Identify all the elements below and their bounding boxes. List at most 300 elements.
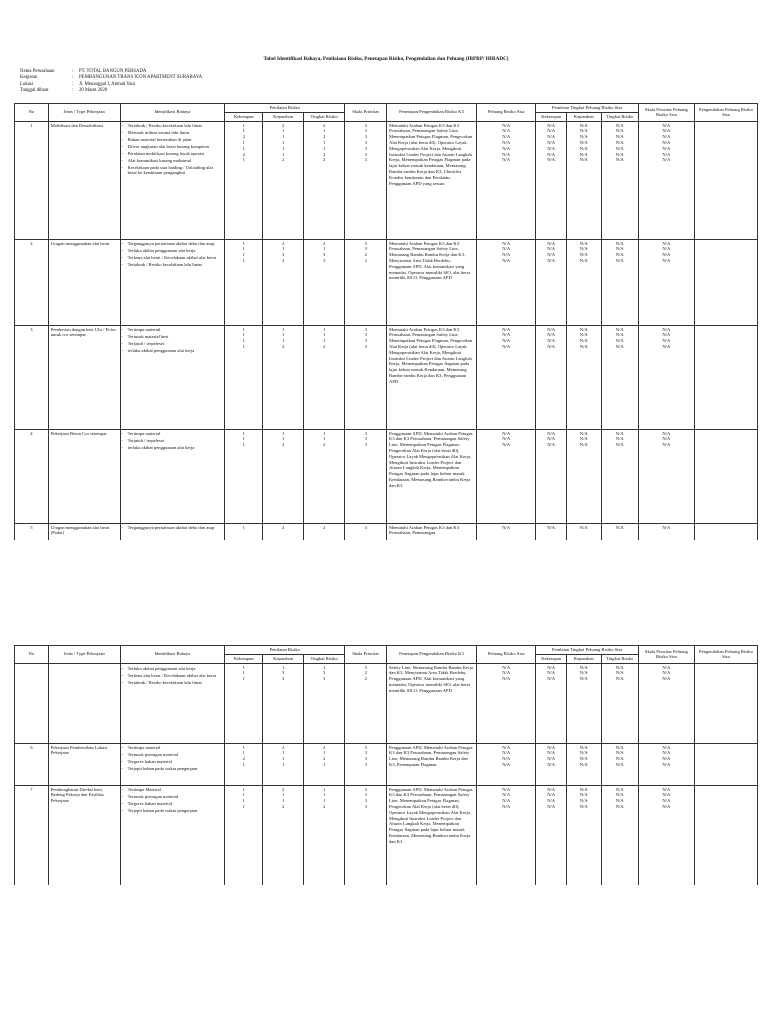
cell-keparahan-sisa (566, 523, 601, 540)
header-jenis-pekerjaan: Jenis / Type Pekerjaan (48, 104, 120, 122)
value: 1 (281, 436, 285, 442)
cell-keparahan-sisa (566, 121, 601, 239)
value: N/A (615, 139, 624, 145)
cell-tingkat-risiko (303, 325, 345, 429)
hazard-item: - Tergores bahan material (123, 759, 223, 765)
value: 3 (364, 756, 367, 762)
value: 1 (322, 436, 326, 442)
value: 3 (322, 257, 326, 263)
cell-kekerapan-sisa-values (538, 241, 563, 264)
value: N/A (502, 246, 511, 252)
meta-colon: : (72, 81, 74, 87)
cell-tingkat-risiko-sisa-values (604, 665, 636, 682)
value: N/A (579, 246, 588, 252)
cell-skala-prioritas-values (347, 745, 384, 768)
cell-peluang-risiko-sisa (476, 663, 536, 743)
value: 2 (242, 151, 245, 157)
value: 2 (281, 442, 285, 448)
value: N/A (615, 676, 624, 682)
value: N/A (547, 442, 556, 448)
header-keparahan: Keparahan (263, 112, 303, 121)
value: N/A (662, 332, 671, 338)
cell-keparahan-sisa-values (569, 241, 599, 264)
meta-label: Tanggal dibuat (20, 87, 49, 93)
header-skala-prioritas: Skala Prioritas (345, 646, 387, 664)
hazard-item: - Tertusuk potongan material (123, 794, 223, 800)
value: N/A (547, 792, 556, 798)
hazard-item: - Alat komunikasi kurang maksimal (123, 158, 223, 164)
value: 2 (364, 252, 367, 258)
value: 1 (281, 139, 285, 145)
value: 1 (281, 338, 285, 344)
cell-kekerapan (225, 523, 263, 540)
cell-peluang-risiko-sisa (476, 743, 536, 785)
value: 1 (242, 145, 245, 151)
cell-skala-prioritas-sisa-values (641, 327, 692, 350)
cell-kekerapan-sisa (536, 523, 566, 540)
cell-penetapan-pengendalian: Safety Line, Memasang Rambu Rambu Kerja dan K3, Menyiramai Area Tidak Berdebu, Penggunaan APD, Alat komunikasi yang memadai, Operator memiliki SIO, alat berat memiliki SILO, Penggunaan APD (387, 663, 477, 743)
cell-skala-prioritas-sisa (638, 785, 694, 885)
header-kekerapan: Kekerapan (225, 654, 263, 663)
cell-pengendalian-sisa (694, 325, 757, 429)
hazard-item: - terluka akibat penggunaan alat kerja (123, 445, 223, 451)
value: 1 (281, 145, 285, 151)
document-page-2 (14, 645, 758, 885)
cell-kekerapan-values (227, 431, 260, 448)
cell-peluang-risiko-sisa-values (479, 327, 534, 350)
value: N/A (547, 332, 556, 338)
value: 2 (242, 756, 245, 762)
cell-kekerapan-sisa-values (538, 431, 563, 448)
document-title: Tabel Identifikasi Bahaya, Penilaiana Risiko, Penetapan Risiko, Pengendalian dan Peluang (IBPRP/ HIRADC) (263, 56, 509, 62)
cell-penetapan-pengendalian: Mematuhi Arahan Petugas K3 dan K3 Perusahaan, Pemasangan Safety Line, Menempatkan Petugas Flagman, Pengecekan Alat Kerja (alat berat dll), Operator Layak Mengoperasikan Alat Kerja, Mengikuti Instruksi Leader Project dan Aturan Langkah Kerja, Menempatkan Petugas Flagman pada lajur keluar masuk kendaraan, Memasang Rambu-rambu Kerja dan K3, Checklist Kondisi kendaraan dan Peralatan, Penggunaan APD yang sesuai. (387, 121, 477, 239)
cell-kekerapan-sisa (536, 743, 566, 785)
cell-skala-prioritas-values (347, 327, 384, 350)
value: N/A (502, 128, 511, 134)
hazard-item: - Terjatuh / terpeleset (123, 438, 223, 444)
cell-jenis-pekerjaan: Pembesian dengan besi Ulir / Polos untuk cor setempat (48, 325, 120, 429)
value: N/A (547, 326, 556, 332)
hazard-item: - Terluka akibat penggunaan alat kerja (123, 666, 223, 672)
value: N/A (662, 803, 671, 809)
value: N/A (662, 676, 671, 682)
value: N/A (662, 151, 671, 157)
meta-row (20, 88, 202, 94)
value: N/A (615, 436, 624, 442)
cell-penetapan-pengendalian: Mematuhi Arahan Petugas K3 dan K3 Perusahaan, Pemasangan (387, 523, 477, 540)
value: 2 (322, 803, 326, 809)
value: 1 (322, 792, 326, 798)
table-row (15, 429, 758, 523)
value: 2 (242, 134, 245, 140)
table-row (15, 121, 758, 239)
cell-no: 2 (15, 239, 49, 325)
value: 2 (322, 744, 326, 750)
value: N/A (662, 326, 671, 332)
cell-kekerapan-sisa (536, 121, 566, 239)
value: N/A (547, 803, 556, 809)
value: 1 (242, 676, 245, 682)
header-no: No (15, 104, 49, 122)
header-penilaian-risiko: Penilaian Risiko (225, 104, 345, 113)
cell-penetapan-pengendalian: Mematuhi Arahan Petugas K3 dan K3 Perusahaan, Pemasangan Safety Line, Memasang Rambu Rambu Kerja dan K3, Menyiramai Area Tidak Berdebu, Penggunaan APD, Alat komunikasi yang memadai, Operator memiliki SIO, alat berat memiliki SILO, Penggunaan APD (387, 239, 477, 325)
cell-peluang-risiko-sisa (476, 121, 536, 239)
value: 1 (281, 151, 285, 157)
value: 2 (281, 524, 285, 530)
cell-tingkat-risiko-values (306, 241, 343, 264)
hazard-item: - Terjatuh / terpeleset (123, 341, 223, 347)
cell-skala-prioritas (345, 523, 387, 540)
value: N/A (615, 756, 624, 762)
cell-no: 3 (15, 325, 49, 429)
value: N/A (579, 338, 588, 344)
value: 2 (322, 524, 326, 530)
value: N/A (615, 257, 624, 263)
cell-keparahan-sisa (566, 743, 601, 785)
cell-kekerapan (225, 239, 263, 325)
value: 1 (281, 326, 285, 332)
cell-tingkat-risiko-sisa (601, 743, 638, 785)
header-tingkat-risiko-sisa: Tingkat Risiko (601, 654, 638, 663)
value: 1 (242, 670, 245, 676)
cell-tingkat-risiko-values (306, 327, 343, 350)
value: N/A (615, 252, 624, 258)
header-peluang-risiko-sisa: Peluang Risiko Sisa (476, 646, 536, 664)
value: 3 (364, 430, 367, 436)
value: N/A (547, 128, 556, 134)
cell-skala-prioritas-values (347, 665, 384, 682)
value: 2 (322, 756, 326, 762)
cell-identifikasi-bahaya (120, 743, 225, 785)
value: N/A (547, 338, 556, 344)
value: N/A (502, 524, 511, 530)
value: 3 (364, 664, 367, 670)
header-keparahan: Keparahan (263, 654, 303, 663)
cell-jenis-pekerjaan: Pekerjaan Beton Cor setempat (48, 429, 120, 523)
value: N/A (579, 157, 588, 163)
value: 1 (281, 664, 285, 670)
value: 1 (242, 326, 245, 332)
value: 2 (364, 670, 367, 676)
cell-keparahan (263, 325, 303, 429)
table-row (15, 325, 758, 429)
cell-tingkat-risiko-sisa-values (604, 525, 636, 531)
cell-pengendalian-sisa (694, 523, 757, 540)
hazard-item: - Terjepit bahan pada waktu pengerjaan (123, 766, 223, 772)
cell-identifikasi-bahaya (120, 663, 225, 743)
cell-no: 1 (15, 121, 49, 239)
cell-kekerapan (225, 663, 263, 743)
value: 1 (281, 430, 285, 436)
cell-keparahan-sisa (566, 663, 601, 743)
cell-skala-prioritas (345, 785, 387, 885)
cell-keparahan-sisa-values (569, 123, 599, 164)
value: 3 (364, 761, 367, 767)
value: 1 (242, 139, 245, 145)
value: N/A (662, 744, 671, 750)
value: N/A (579, 332, 588, 338)
cell-no: 4 (15, 429, 49, 523)
header-penetapan-pengendalian: Penetapan Pengendalian Risiko K3 (387, 104, 477, 122)
cell-tingkat-risiko-sisa (601, 239, 638, 325)
cell-skala-prioritas (345, 121, 387, 239)
value: 1 (242, 430, 245, 436)
document-meta (20, 69, 202, 94)
value: N/A (662, 240, 671, 246)
header-tingkat-risiko: Tingkat Risiko (303, 654, 345, 663)
hazard-item: - Kecelakaan pada saat loading / Unloading alat berat ke kendaraan pengangkut (123, 165, 223, 177)
value: N/A (502, 676, 511, 682)
value: 1 (281, 761, 285, 767)
header-tingkat-risiko-sisa: Tingkat Risiko (601, 112, 638, 121)
value: 2 (281, 122, 285, 128)
value: 1 (242, 792, 245, 798)
cell-no: 5 (15, 523, 49, 540)
value: N/A (502, 151, 511, 157)
value: 1 (281, 246, 285, 252)
value: N/A (502, 134, 511, 140)
value: N/A (547, 744, 556, 750)
cell-no: 7 (15, 785, 49, 885)
value: 1 (281, 792, 285, 798)
hazard-list (123, 787, 223, 814)
cell-skala-prioritas-sisa (638, 325, 694, 429)
value: 1 (242, 744, 245, 750)
value: N/A (615, 145, 624, 151)
hazard-list (123, 431, 223, 451)
value: 3 (364, 798, 367, 804)
hazard-item: - Tertusuk potongan material (123, 752, 223, 758)
cell-kekerapan-values (227, 745, 260, 768)
meta-value: PT. TOTAL BANGUN PERSADA (79, 69, 147, 74)
value: N/A (615, 338, 624, 344)
cell-tingkat-risiko-sisa (601, 663, 638, 743)
value: N/A (502, 670, 511, 676)
hazard-item: - Tertimpa material (123, 327, 223, 333)
table-row (15, 239, 758, 325)
value: N/A (615, 128, 624, 134)
hazard-item: - Tertimpa material (123, 431, 223, 437)
cell-skala-prioritas-sisa (638, 429, 694, 523)
cell-kekerapan-sisa-values (538, 123, 563, 164)
value: N/A (615, 134, 624, 140)
cell-skala-prioritas (345, 429, 387, 523)
cell-skala-prioritas (345, 239, 387, 325)
value: N/A (662, 750, 671, 756)
cell-tingkat-risiko-sisa (601, 325, 638, 429)
value: 1 (242, 157, 245, 163)
hazard-list (123, 745, 223, 772)
header-penetapan-pengendalian: Penetapan Pengendalian Risiko K3 (387, 646, 477, 664)
cell-keparahan-values (265, 431, 300, 448)
value: 3 (364, 750, 367, 756)
value: 1 (242, 252, 245, 258)
value: N/A (579, 798, 588, 804)
value: 1 (242, 122, 245, 128)
value: 3 (364, 151, 367, 157)
value: N/A (579, 343, 588, 349)
cell-tingkat-risiko-sisa (601, 429, 638, 523)
value: 1 (242, 664, 245, 670)
value: N/A (615, 442, 624, 448)
hazard-item: - Merusak utilitas sarana lalu lintas (123, 130, 223, 136)
value: N/A (662, 157, 671, 163)
cell-jenis-pekerjaan: Mobilisasi dan Demobilisasi (48, 121, 120, 239)
cell-keparahan-sisa-values (569, 525, 599, 531)
header-peluang-risiko-sisa: Peluang Risiko Sisa (476, 104, 536, 122)
value: N/A (502, 332, 511, 338)
hazard-item: - Tertabrak / Resiko kecelakaan lalu lintas (123, 123, 223, 129)
meta-label: Kegiatan (20, 75, 38, 81)
value: 1 (322, 664, 326, 670)
value: N/A (502, 436, 511, 442)
cell-kekerapan-sisa (536, 239, 566, 325)
value: 3 (364, 436, 367, 442)
value: N/A (502, 338, 511, 344)
value: 3 (364, 803, 367, 809)
meta-value: PEMBANGUNAN TRANS ICON APARTMENT SURABAYA (79, 75, 203, 81)
value: 1 (242, 761, 245, 767)
value: 2 (281, 343, 285, 349)
value: N/A (547, 157, 556, 163)
value: 1 (242, 750, 245, 756)
value: 3 (364, 246, 367, 252)
value: N/A (615, 750, 624, 756)
cell-kekerapan (225, 325, 263, 429)
value: 1 (281, 332, 285, 338)
cell-identifikasi-bahaya (120, 325, 225, 429)
hazard-item: - Terkena alat berat / Kecelakaan akibat alat berat (123, 255, 223, 261)
value: N/A (579, 792, 588, 798)
cell-pengendalian-sisa (694, 785, 757, 885)
value: 1 (322, 786, 326, 792)
value: 2 (281, 744, 285, 750)
value: 3 (364, 786, 367, 792)
value: 2 (364, 257, 367, 263)
value: N/A (662, 430, 671, 436)
value: N/A (547, 252, 556, 258)
cell-skala-prioritas (345, 663, 387, 743)
value: 2 (322, 343, 326, 349)
cell-peluang-risiko-sisa (476, 785, 536, 885)
cell-tingkat-risiko-sisa (601, 785, 638, 885)
value: N/A (502, 145, 511, 151)
hazard-list (123, 123, 223, 177)
value: N/A (579, 139, 588, 145)
value: 2 (322, 122, 326, 128)
value: 1 (281, 756, 285, 762)
value: 3 (364, 139, 367, 145)
value: N/A (615, 664, 624, 670)
cell-keparahan (263, 663, 303, 743)
value: 1 (242, 338, 245, 344)
value: 2 (281, 786, 285, 792)
cell-keparahan-values (265, 787, 300, 810)
hazard-item: - Terjepit bahan pada waktu pengerjaan (123, 808, 223, 814)
cell-pengendalian-sisa (694, 121, 757, 239)
cell-kekerapan-sisa-values (538, 745, 563, 768)
hazard-item: - Tertimpa material (123, 745, 223, 751)
hazard-list (123, 241, 223, 268)
hazard-item: - Terganggunya pernafasan akibat debu dan asap (123, 241, 223, 247)
value: N/A (502, 786, 511, 792)
cell-keparahan-values (265, 745, 300, 768)
value: N/A (615, 430, 624, 436)
header-skala-prioritas-sisa: Skala Prioritas Peluang Risiko Sisa (638, 104, 694, 122)
value: N/A (662, 436, 671, 442)
value: N/A (662, 442, 671, 448)
value: 1 (322, 128, 326, 134)
cell-keparahan (263, 523, 303, 540)
header-no: No (15, 646, 49, 664)
cell-tingkat-risiko-values (306, 665, 343, 682)
cell-tingkat-risiko-sisa (601, 121, 638, 239)
cell-pengendalian-sisa (694, 743, 757, 785)
cell-kekerapan-values (227, 123, 260, 164)
value: N/A (579, 122, 588, 128)
table-row (15, 785, 758, 885)
cell-no: 6 (15, 743, 49, 785)
value: 3 (322, 670, 326, 676)
value: N/A (547, 436, 556, 442)
value: N/A (662, 246, 671, 252)
cell-tingkat-risiko-values (306, 525, 343, 531)
value: N/A (662, 252, 671, 258)
cell-keparahan-values (265, 525, 300, 531)
value: 3 (364, 338, 367, 344)
hazard-item: - Driver angkutan alat berat kurang kompeten (123, 144, 223, 150)
hazard-list (123, 666, 223, 686)
value: 1 (322, 430, 326, 436)
cell-kekerapan (225, 429, 263, 523)
value: 3 (281, 670, 285, 676)
cell-keparahan-sisa-values (569, 787, 599, 810)
value: N/A (502, 252, 511, 258)
value: N/A (502, 664, 511, 670)
cell-tingkat-risiko-values (306, 431, 343, 448)
value: N/A (662, 122, 671, 128)
document-page-1 (14, 40, 758, 540)
cell-skala-prioritas-sisa-values (641, 123, 692, 164)
value: N/A (547, 798, 556, 804)
cell-skala-prioritas-sisa-values (641, 525, 692, 531)
value: N/A (502, 792, 511, 798)
cell-skala-prioritas (345, 743, 387, 785)
cell-kekerapan-values (227, 525, 260, 531)
cell-skala-prioritas-values (347, 431, 384, 448)
value: N/A (615, 803, 624, 809)
hazard-item: - Terkena alat berat / Kecelakaan akibat alat berat (123, 673, 223, 679)
cell-peluang-risiko-sisa (476, 429, 536, 523)
cell-keparahan (263, 743, 303, 785)
value: N/A (579, 128, 588, 134)
cell-tingkat-risiko-values (306, 787, 343, 810)
cell-keparahan-sisa (566, 239, 601, 325)
cell-keparahan (263, 239, 303, 325)
value: N/A (579, 744, 588, 750)
value: N/A (615, 761, 624, 767)
value: N/A (579, 664, 588, 670)
cell-kekerapan-sisa-values (538, 787, 563, 810)
value: 1 (242, 798, 245, 804)
cell-tingkat-risiko-sisa-values (604, 787, 636, 810)
cell-pengendalian-sisa (694, 239, 757, 325)
value: N/A (547, 786, 556, 792)
header-tingkat-risiko: Tingkat Risiko (303, 112, 345, 121)
header-skala-prioritas: Skala Prioritas (345, 104, 387, 122)
header-penilaian-risiko: Penilaian Risiko (225, 646, 345, 655)
value: 1 (322, 145, 326, 151)
